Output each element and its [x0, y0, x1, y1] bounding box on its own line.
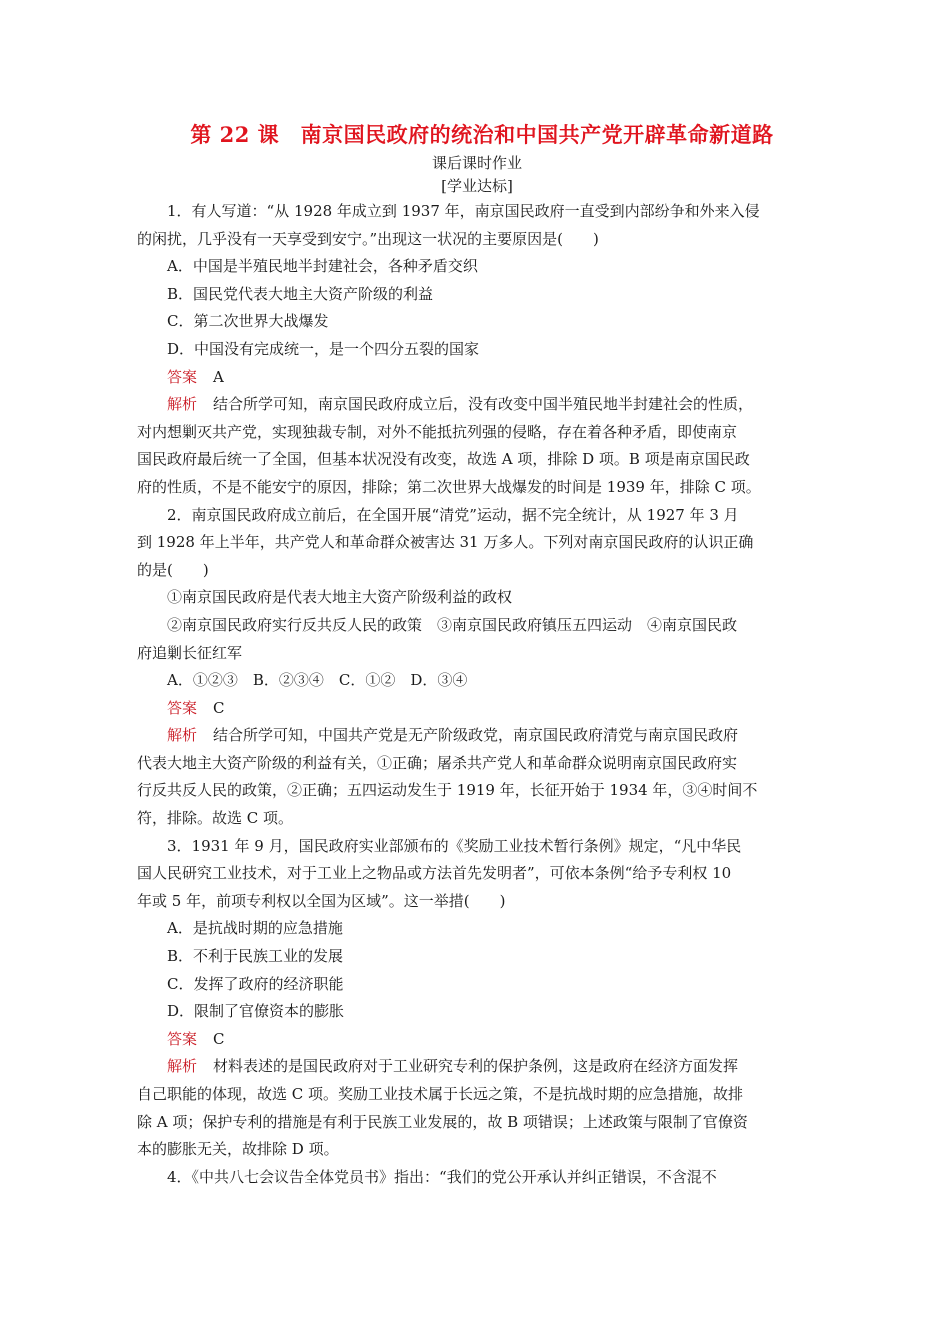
analysis-label: 解析	[167, 726, 198, 745]
analysis-label: 解析	[167, 395, 198, 414]
answer-label: 答案	[167, 698, 198, 717]
answer-value: C	[213, 1029, 225, 1048]
option-b: B．不利于民族工业的发展	[167, 947, 344, 966]
question-stem: 年或 5 年，前项专利权以全国为区域”。这一举措( )	[137, 891, 506, 910]
option-c: C．发挥了政府的经济职能	[167, 974, 344, 993]
statement-item: 府追剿长征红军	[137, 643, 243, 662]
analysis-text: 结合所学可知，中国共产党是无产阶级政党，南京国民政府清党与南京国民政府	[213, 726, 739, 745]
statement-item: ①南京国民政府是代表大地主大资产阶级利益的政权	[167, 588, 513, 607]
analysis-text: 自己职能的体现，故选 C 项。奖励工业技术属于长远之策，不是抗战时期的应急措施，故排	[137, 1085, 744, 1103]
lesson-subtitle: 课后课时作业	[431, 154, 522, 172]
statement-item: ②南京国民政府实行反共反人民的政策 ③南京国民政府镇压五四运动 ④南京国民政	[167, 615, 738, 634]
option-d: D．中国没有完成统一，是一个四分五裂的国家	[167, 339, 480, 358]
answer-value: C	[213, 698, 225, 717]
analysis-text: 符，排除。故选 C 项。	[137, 809, 294, 828]
question-stem: 到 1928 年上半年，共产党人和革命群众被害达 31 万多人。下列对南京国民政府的认识正确	[137, 533, 754, 552]
question-stem: 的闲扰，几乎没有一天享受到安宁。”出现这一状况的主要原因是( )	[137, 229, 599, 248]
question-stem: 国人民研究工业技术，对于工业上之物品或方法首先发明者”，可依本条例“给予专利权 10	[137, 864, 732, 883]
question-stem: 4．《中共八七会议告全体党员书》指出：“我们的党公开承认并纠正错误，不含混不	[167, 1167, 717, 1186]
lesson-title: 第 22 课 南京国民政府的统治和中国共产党开辟革命新道路	[190, 122, 774, 147]
option-c: C．第二次世界大战爆发	[167, 312, 329, 331]
analysis-text: 本的膨胀无关，故排除 D 项。	[137, 1140, 339, 1159]
analysis-line	[137, 391, 817, 419]
analysis-text: 结合所学可知，南京国民政府成立后，没有改变中国半殖民地半封建社会的性质，	[213, 395, 754, 414]
analysis-text: 府的性质，不是不能安宁的原因，排除；第二次世界大战爆发的时间是 1939 年，排除 C 项。	[137, 477, 761, 496]
analysis-line	[137, 1053, 817, 1081]
analysis-text: 行反共反人民的政策，②正确；五四运动发生于 1919 年，长征开始于 1934 年，③④时间不	[137, 781, 758, 800]
option-a: A．中国是半殖民地半封建社会，各种矛盾交织	[167, 257, 478, 276]
question-4	[137, 1164, 817, 1192]
question-1	[137, 198, 817, 502]
choice-line: A．①②③ B．②③④ C．①② D．③④	[167, 671, 468, 690]
question-stem: 1．有人写道：“从 1928 年成立到 1937 年，南京国民政府一直受到内部纷争和外来入侵	[167, 202, 760, 220]
analysis-line	[137, 722, 817, 750]
question-3	[137, 833, 817, 1164]
question-stem: 的是( )	[137, 560, 209, 579]
option-b: B．国民党代表大地主大资产阶级的利益	[167, 284, 434, 303]
option-a: A．是抗战时期的应急措施	[167, 919, 343, 938]
answer-line	[137, 1026, 817, 1054]
analysis-text: 国民政府最后统一了全国，但基本状况没有改变，故选 A 项，排除 D 项。B 项是南京国民政	[137, 450, 750, 469]
question-stem: 2．南京国民政府成立前后，在全国开展“清党”运动，据不完全统计，从 1927 年 3 月	[167, 505, 739, 524]
answer-line	[137, 364, 817, 392]
analysis-text: 对内想剿灭共产党，实现独裁专制，对外不能抵抗列强的侵略，存在着各种矛盾，即使南京	[137, 422, 738, 441]
analysis-label: 解析	[167, 1057, 198, 1076]
analysis-text: 除 A 项；保护专利的措施是有利于民族工业发展的，故 B 项错误；上述政策与限制了官僚资	[137, 1112, 748, 1131]
answer-label: 答案	[167, 1029, 198, 1048]
analysis-text: 材料表述的是国民政府对于工业研究专利的保护条例，这是政府在经济方面发挥	[213, 1057, 739, 1076]
question-2	[137, 502, 817, 833]
answer-value: A	[213, 367, 224, 386]
document-page	[137, 118, 817, 1191]
analysis-text: 代表大地主大资产阶级的利益有关，①正确；屠杀共产党人和革命群众说明南京国民政府实	[137, 753, 738, 772]
question-stem: 3．1931 年 9 月，国民政府实业部颁布的《奖励工业技术暂行条例》规定，“凡中华民	[167, 836, 742, 855]
section-heading: [学业达标]	[441, 177, 513, 195]
answer-line	[137, 695, 817, 723]
option-d: D．限制了官僚资本的膨胀	[167, 1002, 345, 1021]
answer-label: 答案	[167, 367, 198, 386]
